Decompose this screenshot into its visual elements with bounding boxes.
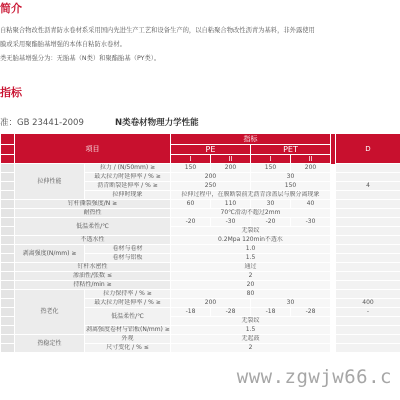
properties-table xyxy=(0,133,400,353)
value-cell: -18 xyxy=(251,308,291,317)
row-side-cell xyxy=(1,281,15,290)
value-cell-D xyxy=(336,173,400,182)
row-category: 拉伸性能 xyxy=(15,164,85,200)
row-category: 耐热性 xyxy=(15,209,171,218)
value-cell: 200 xyxy=(211,164,251,173)
table-body xyxy=(1,164,400,353)
header-grade-PE-I: I xyxy=(171,155,211,164)
table-row xyxy=(1,200,400,209)
header-index: 指标 xyxy=(171,134,331,145)
value-cell-D xyxy=(336,209,400,218)
row-side-cell xyxy=(1,263,15,272)
row-side-cell xyxy=(1,200,15,209)
value-cell: 1.5 xyxy=(171,326,331,335)
value-cell: 150 xyxy=(251,182,331,191)
table-row xyxy=(1,335,400,344)
standard-code: 准：GB 23441-2009 xyxy=(0,118,84,128)
row-property: 低温柔性/℃ xyxy=(85,308,171,326)
value-cell-D xyxy=(336,254,400,263)
value-cell-D xyxy=(336,344,400,353)
row-category: 不透水性 xyxy=(15,236,171,245)
row-category: 持粘性/min ≥ xyxy=(15,281,171,290)
header-type-PET: PET xyxy=(251,145,331,155)
value-cell: 40 xyxy=(291,200,331,209)
row-side-cell xyxy=(1,317,15,326)
header-grade-PET-II: II xyxy=(291,155,331,164)
value-cell: 通过 xyxy=(171,263,331,272)
value-cell: 30 xyxy=(251,173,331,182)
value-cell-D xyxy=(336,245,400,254)
value-cell: 250 xyxy=(171,182,251,191)
value-cell-D xyxy=(336,281,400,290)
table-row xyxy=(1,290,400,299)
row-side-cell xyxy=(1,308,15,317)
row-property: 拉力 / (N/50mm) ≥ xyxy=(85,164,171,173)
value-cell: 70℃滑动不超过2mm xyxy=(171,209,331,218)
row-property: 沥青断裂延伸率 / % ≥ xyxy=(85,182,171,191)
row-property: 拉伸时现象 xyxy=(85,191,171,200)
value-cell: 2 xyxy=(171,344,331,353)
value-cell: 拉伸过程中，在膜断裂前无沥青涂盖层与膜分离现象 xyxy=(171,191,331,200)
row-category: 热稳定性 xyxy=(15,335,85,353)
table-row xyxy=(1,272,400,281)
row-category: 低温柔性/℃ xyxy=(15,218,171,236)
value-cell: 80 xyxy=(171,290,331,299)
value-cell-D xyxy=(336,335,400,344)
row-side-cell xyxy=(1,164,15,173)
value-cell: 1.0 xyxy=(171,245,331,254)
value-cell-D xyxy=(336,317,400,326)
table-row xyxy=(1,218,400,227)
value-cell: -18 xyxy=(171,308,211,317)
row-category: 钉杆水密性 xyxy=(15,263,171,272)
value-cell: 150 xyxy=(251,164,291,173)
row-side-cell xyxy=(1,245,15,254)
value-cell-D: - xyxy=(336,308,400,317)
value-cell: 30 xyxy=(251,299,331,308)
value-cell: 无裂纹 xyxy=(171,317,331,326)
value-cell-D xyxy=(336,263,400,272)
row-category: 剥离强度(N/mm) ≥ xyxy=(15,245,85,263)
value-cell: 无起鼓 xyxy=(171,335,331,344)
row-property: 外观 xyxy=(85,335,171,344)
row-side-cell xyxy=(1,173,15,182)
value-cell-D xyxy=(336,227,400,236)
row-category: 热老化 xyxy=(15,290,85,335)
value-cell: -28 xyxy=(211,308,251,317)
intro-title: 简介 xyxy=(0,2,22,15)
row-side-cell xyxy=(1,182,15,191)
row-side-cell xyxy=(1,236,15,245)
header-grade-PE-II: II xyxy=(211,155,251,164)
value-cell: 200 xyxy=(171,173,251,182)
row-side-cell xyxy=(1,326,15,335)
row-property: 最大拉力时延伸率 / % ≥ xyxy=(85,299,171,308)
value-cell-D: 400 xyxy=(336,299,400,308)
value-cell: 0.2Mpa 120min不透水 xyxy=(171,236,331,245)
table-row xyxy=(1,209,400,218)
value-cell: -30 xyxy=(291,218,331,227)
value-cell: 30 xyxy=(251,200,291,209)
value-cell: -30 xyxy=(211,218,251,227)
row-side-cell xyxy=(1,272,15,281)
standard-row xyxy=(0,110,199,129)
table-row xyxy=(1,263,400,272)
intro-line-2: 膜或采用聚酯胎基增强的本体自粘防水卷材。 xyxy=(0,41,126,48)
header-side-cell xyxy=(1,134,15,145)
row-side-cell xyxy=(1,218,15,227)
row-property: 卷材与卷材 xyxy=(85,245,171,254)
row-property: 拉力保持率 / % ≥ xyxy=(85,290,171,299)
row-category: 渗油性/张数 ≤ xyxy=(15,272,171,281)
row-side-cell xyxy=(1,335,15,344)
spec-title: 指标 xyxy=(0,86,22,99)
table-row xyxy=(1,164,400,173)
value-cell-D xyxy=(336,236,400,245)
table-row xyxy=(1,281,400,290)
header-item: 项目 xyxy=(15,134,171,164)
row-side-cell xyxy=(1,290,15,299)
value-cell-D xyxy=(336,272,400,281)
value-cell-D xyxy=(336,326,400,335)
value-cell-D xyxy=(336,191,400,200)
header-side-cell xyxy=(1,155,15,164)
value-cell: 200 xyxy=(291,164,331,173)
value-cell-D xyxy=(336,218,400,227)
row-property: 剥离强度卷材与铝板(N/mm) ≥ xyxy=(86,326,170,333)
value-cell: 1.5 xyxy=(171,254,331,263)
watermark: www.zgwjw66.c xyxy=(236,366,392,388)
row-side-cell xyxy=(1,299,15,308)
value-cell: 20 xyxy=(171,281,331,290)
table-row xyxy=(1,236,400,245)
row-property: 最大拉力时延伸率 / % ≥ xyxy=(85,173,171,182)
value-cell: -20 xyxy=(251,218,291,227)
row-category: 钉杆撕裂强度/N ≥ xyxy=(15,200,171,209)
value-cell-D: 4 xyxy=(336,182,400,191)
row-side-cell xyxy=(1,227,15,236)
table-subtitle: N类卷材物理力学性能 xyxy=(114,118,199,128)
header-grade-PET-I: I xyxy=(251,155,291,164)
row-property: 尺寸变化 / % ≤ xyxy=(85,344,171,353)
header-type-PE: PE xyxy=(171,145,251,155)
value-cell: 110 xyxy=(211,200,251,209)
value-cell: 150 xyxy=(171,164,211,173)
intro-line-3: 类无胎基增强分为：无胎基（N类）和聚酯胎基（PY类）。 xyxy=(0,55,161,62)
value-cell: 200 xyxy=(171,299,251,308)
row-side-cell xyxy=(1,344,15,353)
value-cell: 无裂纹 xyxy=(171,227,331,236)
value-cell-D xyxy=(336,200,400,209)
row-side-cell xyxy=(1,191,15,200)
header-side-cell xyxy=(1,145,15,155)
value-cell: -28 xyxy=(291,308,331,317)
row-side-cell xyxy=(1,254,15,263)
row-side-cell xyxy=(1,209,15,218)
header-type-D: D xyxy=(336,134,400,164)
value-cell: 2 xyxy=(171,272,331,281)
intro-line-1: 自粘聚合物改性沥青防水卷材系采用国内先进生产工艺和设备生产的，以自粘聚合物改性沥青为基料，非外露使用 xyxy=(0,27,315,34)
value-cell-D xyxy=(336,290,400,299)
value-cell-D xyxy=(336,164,400,173)
row-property: 卷材与铝板 xyxy=(85,254,171,263)
table-row xyxy=(1,245,400,254)
value-cell: 60 xyxy=(171,200,211,209)
value-cell: -20 xyxy=(171,218,211,227)
